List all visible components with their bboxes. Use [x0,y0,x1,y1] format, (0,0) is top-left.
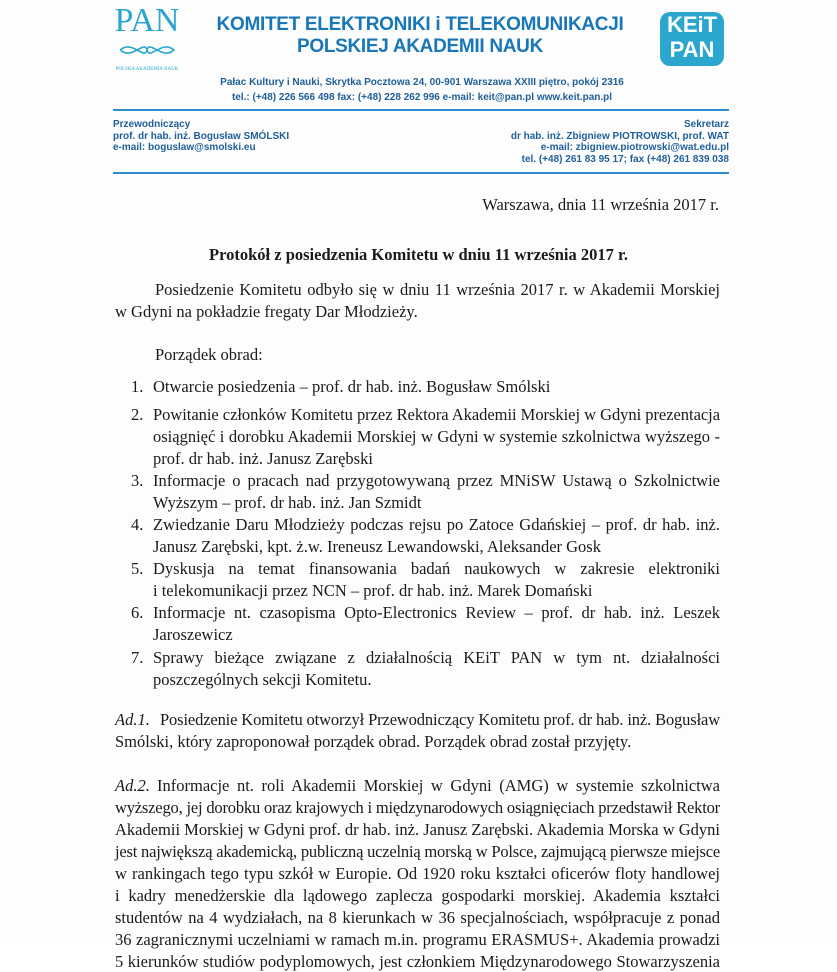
paragraph-line: i kadry menedżerskie dla lądowego zaplecza gospodarki morskiej. Akademia kształci [115,886,720,905]
agenda-item-number: 7. [131,648,144,667]
document-title: Protokół z posiedzenia Komitetu w dniu 11 września 2017 r. [209,245,628,264]
agenda-item-number: 3. [131,471,144,490]
section-label: Ad.1. [115,710,150,729]
header-rule-2 [113,172,729,174]
keit-logo-top: KEiT [666,12,718,37]
chair-label: Przewodniczący [113,119,191,130]
keit-logo-bottom: PAN [669,37,715,62]
chair-name: prof. dr hab. inż. Bogusław SMÓLSKI [113,130,290,142]
agenda-item-number: 2. [131,405,144,424]
title-line-2: POLSKIEJ AKADEMII NAUK [296,36,544,57]
agenda-item-line: Jaroszewicz [153,625,233,644]
agenda-item-line: Informacje nt. czasopisma Opto-Electronics Review – prof. dr hab. inż. Leszek [153,603,720,622]
paragraph-line: Smólski, który zaproponował porządek obrad. Porządek obrad został przyjęty. [115,732,632,751]
paragraph-line: Akademii Morskiej w Gdyni prof. dr hab. inż. Janusz Zarębski. Akademia Morska w Gdyni [115,820,720,839]
agenda-item-line: Zwiedzanie Daru Młodzieży podczas rejsu po Zatoce Gdańskiej – prof. dr hab. inż. [153,515,720,534]
title-line-1: KOMITET ELEKTRONIKI i TELEKOMUNIKACJI [216,14,624,35]
agenda-heading: Porządek obrad: [155,345,263,364]
paragraph-line: 36 zagranicznymi uczelniami w ramach m.in. programu ERASMUS+. Akademia prowadzi [115,930,720,949]
committee-title [170,14,670,58]
secretary-block [511,119,729,165]
agenda-item-number: 1. [131,377,144,396]
agenda-item-line: Otwarcie posiedzenia – prof. dr hab. inż. Bogusław Smólski [153,377,551,396]
header-rule [113,109,729,111]
paragraph-line: w rankingach tego typu szkół w Europie. Od 1920 roku kształci oficerów floty handlowej [115,864,720,883]
paragraph-line: Posiedzenie Komitetu otworzył Przewodniczący Komitetu prof. dr hab. inż. Bogusław [160,710,720,729]
agenda-item-line: Powitanie członków Komitetu przez Rektora Akademii Morskiej w Gdyni prezentacja [153,405,720,424]
secretary-label: Sekretarz [683,119,729,130]
agenda-item-line: Sprawy bieżące związane z działalnością KEiT PAN w tym nt. działalności [153,648,720,667]
section-label: Ad.2. [115,776,150,795]
paragraph-line: jest największą akademicką, publiczną uczelnią morską w Polsce, zajmującą pierwsze miejsce [115,842,720,861]
agenda-item-line: Informacje o pracach nad przygotowywaną przez MNiSW Ustawą o Szkolnictwie [153,471,720,490]
agenda-item-number: 5. [131,559,144,578]
chair-email: e-mail: boguslaw@smolski.eu [113,142,256,153]
pan-logo-caption: POLSKA AKADEMIA NAUK [115,67,179,72]
paragraph-line: studentów na 4 wydziałach, na 8 kierunkach w 36 specjalnościach, współpracuje z ponad [115,908,720,927]
intro-line: w Gdyni na pokładzie fregaty Dar Młodzieży. [115,302,418,321]
agenda-item-line: prof. dr hab. inż. Janusz Zarębski [153,449,373,468]
agenda-item-number: 4. [131,515,144,534]
agenda-item-line: Wyższym – prof. dr hab. inż. Jan Szmidt [153,493,422,512]
agenda-item-line: poszczególnych sekcji Komitetu. [153,670,372,689]
contact-line: tel.: (+48) 226 566 498 fax: (+48) 228 262 996 e-mail: keit@pan.pl www.keit.pan.pl [231,92,613,103]
document-date: Warszawa, dnia 11 września 2017 r. [482,195,719,214]
agenda-item-line: osiągnięć i dorobku Akademii Morskiej w Gdyni w systemie szkolnictwa wyższego - [153,427,720,446]
chair-block [113,119,289,154]
intro-line: Posiedzenie Komitetu odbyło się w dniu 11 września 2017 r. w Akademii Morskiej [155,280,720,299]
agenda-item-line: Dyskusja na temat finansowania badań naukowych w zakresie elektroniki [153,559,720,578]
secretary-phone: tel. (+48) 261 83 95 17; fax (+48) 261 839 038 [521,153,729,165]
paragraph-line: Informacje nt. roli Akademii Morskiej w Gdyni (AMG) w systemie szkolnictwa [157,776,720,795]
paragraph-line: wyższego, jej dorobku oraz krajowych i międzynarodowych osiągnięciach przedstawił Rektor [115,798,720,817]
address-line: Pałac Kultury i Nauki, Skrytka Pocztowa 24, 00-901 Warszawa XXIII piętro, pokój 2316 [220,77,624,88]
agenda-item-line: Janusz Zarębski, kpt. ż.w. Ireneusz Lewandowski, Aleksander Gosk [153,537,601,556]
agenda-item-line: i telekomunikacji przez NCN – prof. dr hab. inż. Marek Domański [153,581,593,600]
agenda-item-number: 6. [131,603,144,622]
pan-logo-text: PAN [114,2,180,39]
keit-pan-logo [660,12,724,66]
secretary-name: dr hab. inż. Zbigniew PIOTROWSKI, prof. WAT [510,130,729,142]
paragraph-line: 5 kierunków studiów podyplomowych, jest członkiem Międzynarodowego Stowarzyszenia [115,952,720,971]
secretary-email: e-mail: zbigniew.piotrowski@wat.edu.pl [540,142,729,153]
